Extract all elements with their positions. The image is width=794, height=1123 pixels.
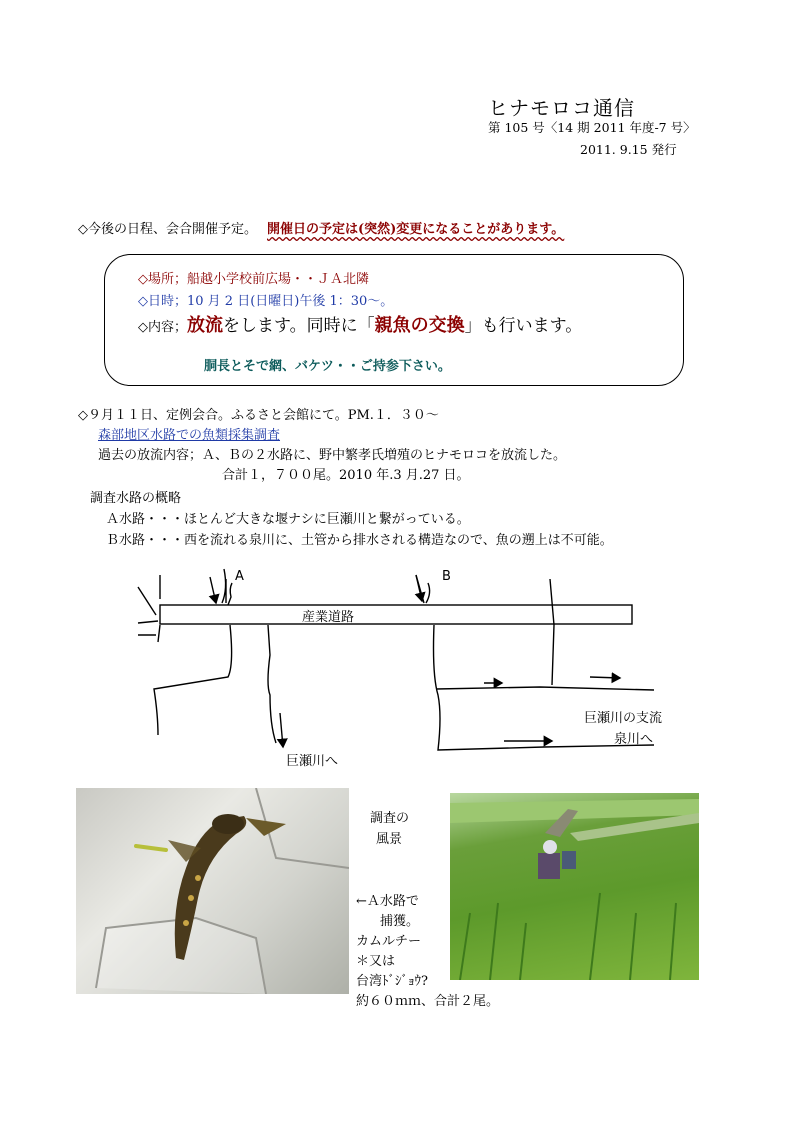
fish-photo xyxy=(76,788,349,994)
content-mid: をします。同時に「 xyxy=(223,316,375,336)
scene-caption-1: 調査の xyxy=(370,811,410,826)
fish-caption-4: ＊又は xyxy=(356,954,396,969)
arrow-a-down xyxy=(280,713,283,747)
waterway-a-channel xyxy=(154,625,276,743)
fish-head xyxy=(212,814,244,834)
fish-caption-6: 約６０ｍｍ、合計２尾。 xyxy=(356,994,500,1009)
person-body xyxy=(538,853,560,879)
waterway-b-desc: Ｂ水路・・・西を流れる泉川に、土管から排水される構造なので、魚の遡上は不可能。 xyxy=(106,533,613,548)
fish-caption-2: 捕獲。 xyxy=(380,914,420,929)
arrow-b-2 xyxy=(590,677,620,678)
survey-field-photo xyxy=(450,793,699,980)
content-prefix: ◇内容； xyxy=(138,320,187,335)
event-datetime: ◇日時；10 月 2 日(日曜日)午後 1：30～。 xyxy=(138,294,394,309)
fish-spot xyxy=(188,895,194,901)
meeting-line: ◇９月１１日、定例会合。ふるさと会館にて。PM.１．３０～ xyxy=(78,408,439,423)
issue-number: 第 105 号〈14 期 2011 年度-7 号〉 xyxy=(488,120,696,135)
waterway-b-upper xyxy=(416,575,430,603)
fish-caption-1: ←Ａ水路で xyxy=(356,894,419,909)
fish-spot xyxy=(183,920,189,926)
person-2 xyxy=(562,851,576,869)
arrow-b-top xyxy=(416,575,422,601)
release-total: 合計１，７００尾。2010 年.3 月.27 日。 xyxy=(222,468,470,483)
map-label-a: A xyxy=(235,569,244,584)
schedule-warning: 開催日の予定は(突然)変更になることがあります。 xyxy=(267,222,565,237)
event-content xyxy=(138,311,582,337)
content-suffix: 」も行います。 xyxy=(464,316,583,336)
newsletter-title: ヒナモロコ通信 xyxy=(488,96,635,120)
waterway-a-desc: Ａ水路・・・ほとんど大きな堰ナシに巨瀬川と繋がっている。 xyxy=(106,512,470,527)
fish-caption-5: 台湾ﾄﾞｼﾞｮｳ? xyxy=(356,974,428,989)
map-to-kose: 巨瀬川へ xyxy=(286,754,339,769)
arrow-a-top xyxy=(210,577,216,603)
event-place: ◇場所；船越小学校前広場・・ＪＡ北隣 xyxy=(138,272,369,287)
fish-spot xyxy=(195,875,201,881)
map-left-edge xyxy=(138,575,160,642)
schedule-heading: ◇今後の日程、会合開催予定。 xyxy=(78,222,257,237)
person-head xyxy=(543,840,557,854)
waterway-a-upper xyxy=(222,569,232,605)
past-release: 過去の放流内容；Ａ、Ｂの２水路に、野中繁孝氏増殖のヒナモロコを放流した。 xyxy=(98,448,567,463)
waterway-map xyxy=(120,565,680,780)
fish-caption-3: カムルチー xyxy=(356,934,422,949)
scene-caption-2: 風景 xyxy=(376,832,403,847)
bring-notice: 胴長とそで網、バケツ・・ご持参下さい。 xyxy=(204,359,451,374)
survey-title: 森部地区水路での魚類採集調査 xyxy=(98,428,281,443)
map-branch-line1: 巨瀬川の支流 xyxy=(584,711,663,726)
small-fish xyxy=(136,846,166,850)
content-release: 放流 xyxy=(187,315,223,336)
road-rect xyxy=(160,605,632,624)
issue-date: 2011. 9.15 発行 xyxy=(580,142,677,157)
outline-heading: 調査水路の概略 xyxy=(90,491,182,506)
map-branch-line2: 泉川へ xyxy=(614,732,654,747)
map-road-label: 産業道路 xyxy=(302,610,355,625)
content-exchange: 親魚の交換 xyxy=(374,315,465,336)
grass-strokes xyxy=(460,893,676,980)
map-label-b: B xyxy=(442,569,451,584)
schedule-heading-line xyxy=(78,218,564,237)
